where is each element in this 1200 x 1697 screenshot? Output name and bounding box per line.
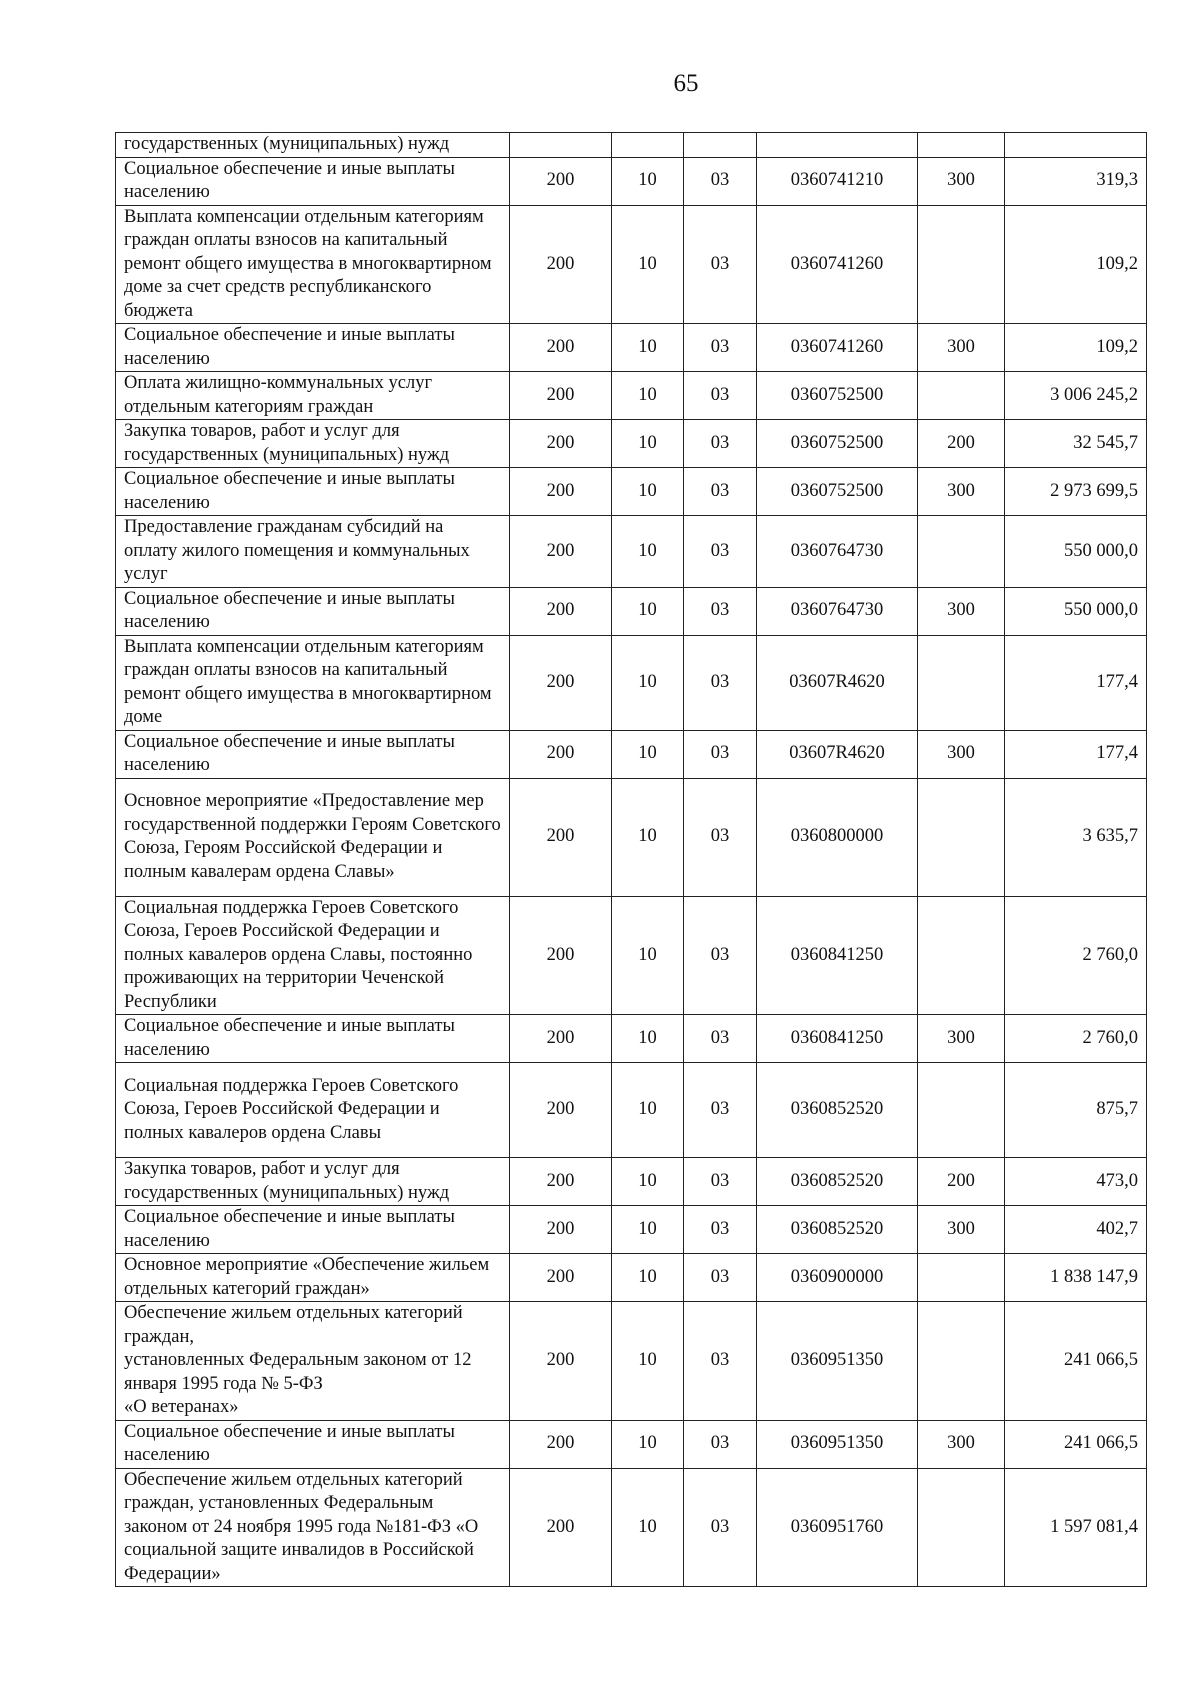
table-row: [116, 635, 1147, 730]
cell-amount: 1 838 147,9: [1005, 1254, 1147, 1302]
cell-subsection: 03: [684, 1420, 757, 1468]
cell-target-article: 0360764730: [757, 587, 918, 635]
cell-grbs: 200: [510, 587, 612, 635]
cell-name: Социальное обеспечение и иные выплаты населению: [116, 157, 510, 205]
cell-expense-type: 200: [918, 1158, 1005, 1206]
cell-name: Социальное обеспечение и иные выплаты населению: [116, 1206, 510, 1254]
cell-grbs: 200: [510, 1158, 612, 1206]
cell-name: Социальное обеспечение и иные выплаты населению: [116, 324, 510, 372]
cell-name: Основное мероприятие «Обеспечение жильем отдельных категорий граждан»: [116, 1254, 510, 1302]
cell-grbs: [510, 133, 612, 158]
cell-target-article: 0360852520: [757, 1063, 918, 1158]
cell-name: Социальное обеспечение и иные выплаты населению: [116, 1015, 510, 1063]
cell-name: Социальное обеспечение и иные выплаты населению: [116, 1420, 510, 1468]
cell-target-article: 0360752500: [757, 468, 918, 516]
cell-target-article: 03607R4620: [757, 730, 918, 778]
cell-name: Основное мероприятие «Предоставление мер государственной поддержки Героям Советского Союза, Героям Российской Федерации и полным кавалерам ордена Славы»: [116, 778, 510, 896]
cell-grbs: 200: [510, 635, 612, 730]
cell-section: 10: [612, 468, 684, 516]
cell-name: Социальная поддержка Героев Советского Союза, Героев Российской Федерации и полных кавалеров ордена Славы: [116, 1063, 510, 1158]
cell-expense-type: [918, 778, 1005, 896]
cell-target-article: 0360852520: [757, 1158, 918, 1206]
cell-grbs: 200: [510, 896, 612, 1015]
cell-amount: 1 597 081,4: [1005, 1468, 1147, 1587]
cell-expense-type: [918, 1468, 1005, 1587]
cell-name: Обеспечение жильем отдельных категорий граждан, установленных Федеральным законом от 12 января 1995 года № 5-ФЗ «О ветеранах»: [116, 1302, 510, 1421]
cell-amount: 3 635,7: [1005, 778, 1147, 896]
cell-expense-type: 300: [918, 1015, 1005, 1063]
cell-expense-type: 300: [918, 730, 1005, 778]
cell-grbs: 200: [510, 1420, 612, 1468]
cell-section: 10: [612, 1420, 684, 1468]
cell-amount: 2 760,0: [1005, 896, 1147, 1015]
cell-target-article: 0360951350: [757, 1302, 918, 1421]
cell-name: Выплата компенсации отдельным категориям граждан оплаты взносов на капитальный ремонт общего имущества в многоквартирном доме: [116, 635, 510, 730]
cell-target-article: 0360841250: [757, 896, 918, 1015]
cell-amount: 109,2: [1005, 205, 1147, 324]
cell-name: Обеспечение жильем отдельных категорий граждан, установленных Федеральным законом от 24 ноября 1995 года №181-ФЗ «О социальной защите инвалидов в Российской Федерации»: [116, 1468, 510, 1587]
cell-amount: 875,7: [1005, 1063, 1147, 1158]
table-row: [116, 1420, 1147, 1468]
cell-subsection: 03: [684, 896, 757, 1015]
cell-section: [612, 133, 684, 158]
cell-expense-type: 300: [918, 468, 1005, 516]
cell-target-article: 0360764730: [757, 516, 918, 588]
cell-name: Социальное обеспечение и иные выплаты населению: [116, 587, 510, 635]
cell-grbs: 200: [510, 1063, 612, 1158]
cell-expense-type: [918, 1254, 1005, 1302]
cell-grbs: 200: [510, 1302, 612, 1421]
cell-expense-type: 300: [918, 1420, 1005, 1468]
cell-expense-type: 300: [918, 587, 1005, 635]
cell-target-article: 0360800000: [757, 778, 918, 896]
cell-target-article: [757, 133, 918, 158]
table-row: [116, 157, 1147, 205]
table-row: [116, 420, 1147, 468]
cell-section: 10: [612, 420, 684, 468]
cell-subsection: 03: [684, 1206, 757, 1254]
cell-target-article: 0360841250: [757, 1015, 918, 1063]
cell-expense-type: [918, 516, 1005, 588]
cell-grbs: 200: [510, 1206, 612, 1254]
cell-amount: 402,7: [1005, 1206, 1147, 1254]
cell-subsection: 03: [684, 205, 757, 324]
cell-subsection: 03: [684, 1063, 757, 1158]
table-row: [116, 1302, 1147, 1421]
cell-expense-type: [918, 133, 1005, 158]
table-row: [116, 468, 1147, 516]
cell-subsection: 03: [684, 1015, 757, 1063]
cell-target-article: 0360741210: [757, 157, 918, 205]
cell-expense-type: 300: [918, 157, 1005, 205]
cell-subsection: 03: [684, 420, 757, 468]
cell-amount: 550 000,0: [1005, 587, 1147, 635]
table-row: [116, 896, 1147, 1015]
cell-amount: 241 066,5: [1005, 1420, 1147, 1468]
cell-amount: 2 760,0: [1005, 1015, 1147, 1063]
cell-amount: 2 973 699,5: [1005, 468, 1147, 516]
cell-subsection: 03: [684, 324, 757, 372]
cell-subsection: 03: [684, 516, 757, 588]
table-row: [116, 1063, 1147, 1158]
cell-name: Оплата жилищно-коммунальных услуг отдельным категориям граждан: [116, 372, 510, 420]
table-row: [116, 1015, 1147, 1063]
cell-section: 10: [612, 516, 684, 588]
cell-name: Закупка товаров, работ и услуг для государственных (муниципальных) нужд: [116, 1158, 510, 1206]
cell-section: 10: [612, 1468, 684, 1587]
table-row: [116, 1206, 1147, 1254]
cell-subsection: 03: [684, 372, 757, 420]
cell-grbs: 200: [510, 1468, 612, 1587]
table-row: [116, 778, 1147, 896]
cell-subsection: [684, 133, 757, 158]
cell-section: 10: [612, 372, 684, 420]
cell-amount: 473,0: [1005, 1158, 1147, 1206]
cell-grbs: 200: [510, 1015, 612, 1063]
cell-expense-type: 300: [918, 324, 1005, 372]
table-row: [116, 1158, 1147, 1206]
cell-name: Социальное обеспечение и иные выплаты населению: [116, 468, 510, 516]
cell-expense-type: 200: [918, 420, 1005, 468]
cell-section: 10: [612, 1015, 684, 1063]
cell-expense-type: [918, 372, 1005, 420]
table-row: [116, 372, 1147, 420]
cell-expense-type: [918, 1302, 1005, 1421]
table-row: [116, 730, 1147, 778]
cell-section: 10: [612, 1158, 684, 1206]
cell-name: Социальное обеспечение и иные выплаты населению: [116, 730, 510, 778]
page-number: 65: [673, 70, 699, 97]
table-row: [116, 133, 1147, 158]
cell-expense-type: [918, 896, 1005, 1015]
cell-amount: 319,3: [1005, 157, 1147, 205]
cell-amount: 109,2: [1005, 324, 1147, 372]
cell-expense-type: [918, 1063, 1005, 1158]
cell-amount: 177,4: [1005, 635, 1147, 730]
table-row: [116, 587, 1147, 635]
cell-subsection: 03: [684, 1158, 757, 1206]
table-row: [116, 205, 1147, 324]
cell-name: Закупка товаров, работ и услуг для государственных (муниципальных) нужд: [116, 420, 510, 468]
cell-section: 10: [612, 1206, 684, 1254]
cell-amount: 550 000,0: [1005, 516, 1147, 588]
cell-target-article: 0360741260: [757, 205, 918, 324]
cell-subsection: 03: [684, 587, 757, 635]
cell-name: Социальная поддержка Героев Советского Союза, Героев Российской Федерации и полных кавалеров ордена Славы, постоянно проживающих на территории Чеченской Республики: [116, 896, 510, 1015]
cell-grbs: 200: [510, 372, 612, 420]
cell-name: государственных (муниципальных) нужд: [116, 133, 510, 158]
cell-section: 10: [612, 730, 684, 778]
cell-target-article: 0360852520: [757, 1206, 918, 1254]
cell-amount: 241 066,5: [1005, 1302, 1147, 1421]
budget-table: [115, 132, 1147, 1587]
cell-name: Выплата компенсации отдельным категориям граждан оплаты взносов на капитальный ремонт общего имущества в многоквартирном доме за счет средств республиканского бюджета: [116, 205, 510, 324]
cell-grbs: 200: [510, 730, 612, 778]
cell-target-article: 0360741260: [757, 324, 918, 372]
cell-grbs: 200: [510, 1254, 612, 1302]
cell-section: 10: [612, 896, 684, 1015]
table-row: [116, 1468, 1147, 1587]
cell-name: Предоставление гражданам субсидий на оплату жилого помещения и коммунальных услуг: [116, 516, 510, 588]
cell-section: 10: [612, 324, 684, 372]
cell-grbs: 200: [510, 157, 612, 205]
cell-subsection: 03: [684, 157, 757, 205]
cell-target-article: 0360752500: [757, 420, 918, 468]
cell-grbs: 200: [510, 468, 612, 516]
cell-section: 10: [612, 1302, 684, 1421]
cell-subsection: 03: [684, 1254, 757, 1302]
cell-target-article: 03607R4620: [757, 635, 918, 730]
cell-target-article: 0360752500: [757, 372, 918, 420]
table-row: [116, 1254, 1147, 1302]
cell-target-article: 0360900000: [757, 1254, 918, 1302]
cell-section: 10: [612, 1254, 684, 1302]
cell-amount: [1005, 133, 1147, 158]
table-row: [116, 324, 1147, 372]
cell-subsection: 03: [684, 635, 757, 730]
cell-grbs: 200: [510, 324, 612, 372]
cell-grbs: 200: [510, 778, 612, 896]
cell-section: 10: [612, 157, 684, 205]
cell-grbs: 200: [510, 205, 612, 324]
cell-subsection: 03: [684, 730, 757, 778]
cell-target-article: 0360951350: [757, 1420, 918, 1468]
cell-subsection: 03: [684, 778, 757, 896]
cell-section: 10: [612, 778, 684, 896]
cell-subsection: 03: [684, 468, 757, 516]
cell-section: 10: [612, 205, 684, 324]
cell-expense-type: [918, 205, 1005, 324]
cell-section: 10: [612, 1063, 684, 1158]
cell-section: 10: [612, 635, 684, 730]
cell-expense-type: [918, 635, 1005, 730]
cell-amount: 3 006 245,2: [1005, 372, 1147, 420]
cell-amount: 32 545,7: [1005, 420, 1147, 468]
cell-amount: 177,4: [1005, 730, 1147, 778]
cell-section: 10: [612, 587, 684, 635]
table-row: [116, 516, 1147, 588]
cell-grbs: 200: [510, 516, 612, 588]
cell-target-article: 0360951760: [757, 1468, 918, 1587]
cell-grbs: 200: [510, 420, 612, 468]
cell-expense-type: 300: [918, 1206, 1005, 1254]
cell-subsection: 03: [684, 1468, 757, 1587]
cell-subsection: 03: [684, 1302, 757, 1421]
